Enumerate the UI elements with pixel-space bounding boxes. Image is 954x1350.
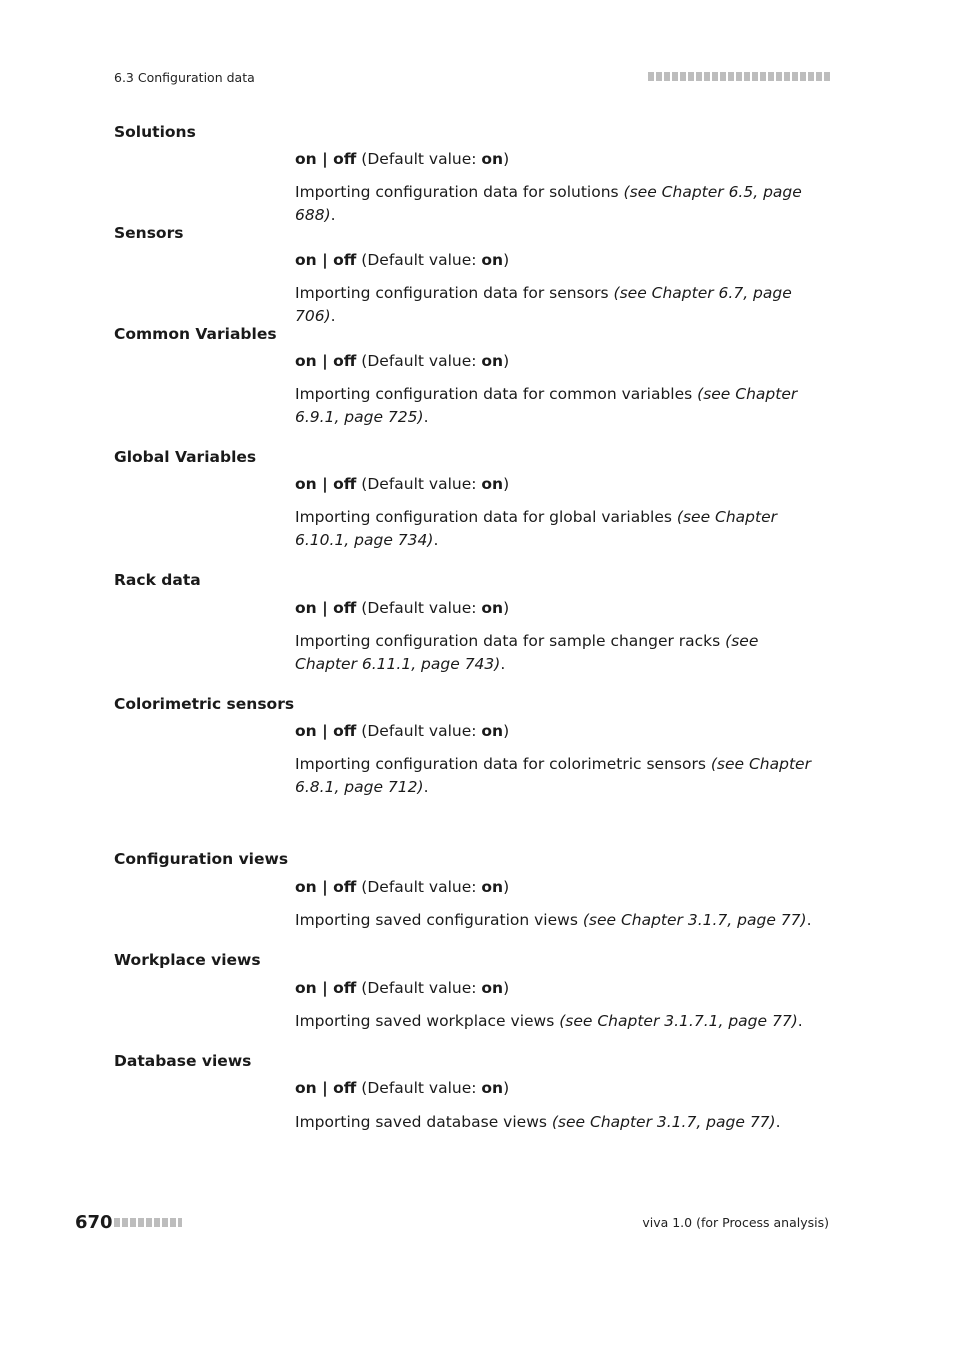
entry-title-global-variables: Global Variables	[114, 448, 257, 466]
entry-title-database-views: Database views	[114, 1052, 252, 1070]
entry-title-configuration-views: Configuration views	[114, 850, 289, 868]
entry-title-workplace-views: Workplace views	[114, 951, 261, 969]
entry-desc-solutions: Importing configuration data for solutions (see Chapter 6.5, page 688).	[295, 183, 802, 224]
entry-value-database-views: on | off (Default value: on)	[295, 1079, 510, 1097]
entry-title-rack-data: Rack data	[114, 571, 201, 589]
entry-value-global-variables: on | off (Default value: on)	[295, 475, 510, 493]
entry-value-sensors: on | off (Default value: on)	[295, 251, 510, 269]
entry-value-solutions: on | off (Default value: on)	[295, 150, 510, 168]
entry-desc-workplace-views: Importing saved workplace views (see Chapter 3.1.7.1, page 77).	[295, 1012, 803, 1030]
page-number: 670	[75, 1212, 113, 1233]
entry-title-sensors: Sensors	[114, 224, 184, 242]
entry-value-workplace-views: on | off (Default value: on)	[295, 979, 510, 997]
entry-value-rack-data: on | off (Default value: on)	[295, 599, 510, 617]
entry-title-solutions: Solutions	[114, 123, 196, 141]
entry-desc-configuration-views: Importing saved configuration views (see Chapter 3.1.7, page 77).	[295, 911, 812, 929]
entry-title-colorimetric-sensors: Colorimetric sensors	[114, 695, 295, 713]
entry-desc-database-views: Importing saved database views (see Chapter 3.1.7, page 77).	[295, 1113, 781, 1131]
entry-value-colorimetric-sensors: on | off (Default value: on)	[295, 722, 510, 740]
entry-title-common-variables: Common Variables	[114, 325, 277, 343]
header-decoration	[648, 72, 830, 81]
entry-desc-colorimetric-sensors: Importing configuration data for colorimetric sensors (see Chapter 6.8.1, page 712).	[295, 755, 811, 796]
footer-decoration	[114, 1218, 182, 1227]
entry-value-common-variables: on | off (Default value: on)	[295, 352, 510, 370]
entry-desc-sensors: Importing configuration data for sensors (see Chapter 6.7, page 706).	[295, 284, 792, 325]
entry-desc-common-variables: Importing configuration data for common variables (see Chapter 6.9.1, page 725).	[295, 385, 798, 426]
footer-product-name: viva 1.0 (for Process analysis)	[642, 1215, 829, 1230]
entry-desc-global-variables: Importing configuration data for global variables (see Chapter 6.10.1, page 734).	[295, 508, 777, 549]
running-header-section: 6.3 Configuration data	[114, 70, 255, 85]
entry-value-configuration-views: on | off (Default value: on)	[295, 878, 510, 896]
entry-desc-rack-data: Importing configuration data for sample changer racks (see Chapter 6.11.1, page 743).	[295, 632, 759, 673]
